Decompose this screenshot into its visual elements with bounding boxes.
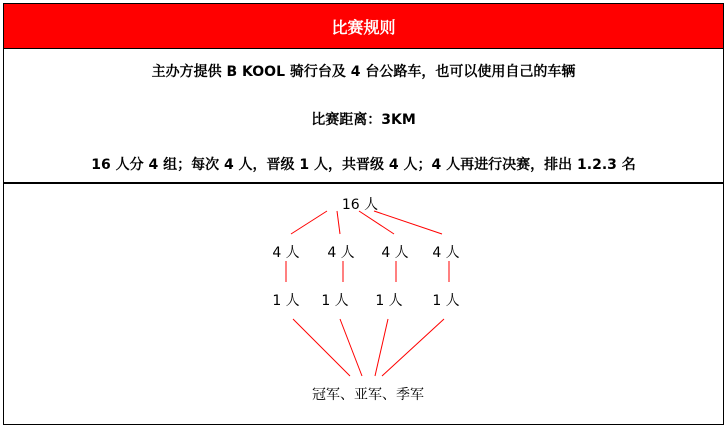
final-node: 冠军、亚军、季军 <box>312 387 424 403</box>
rules-header <box>3 3 724 49</box>
root-node: 16 人 <box>341 197 379 213</box>
advance-node: 1 人 <box>272 293 300 309</box>
line-advance-final-4 <box>382 319 444 376</box>
group-node: 4 人 <box>327 245 355 261</box>
line-root-group-3 <box>359 211 394 234</box>
line-advance-final-3 <box>375 319 388 376</box>
line-root-group-1 <box>291 211 327 234</box>
line-advance-final-1 <box>293 319 350 376</box>
rules-text-panel <box>3 48 724 183</box>
group-node: 4 人 <box>272 245 300 261</box>
tournament-diagram <box>3 183 724 425</box>
rule-distance: 比赛距离：3KM <box>311 112 416 128</box>
line-root-group-4 <box>374 211 442 234</box>
group-node: 4 人 <box>432 245 460 261</box>
rules-title: 比赛规则 <box>331 17 396 37</box>
advance-node: 1 人 <box>321 293 349 309</box>
group-node: 4 人 <box>381 245 409 261</box>
advance-node: 1 人 <box>375 293 403 309</box>
page-frame <box>3 3 724 425</box>
rule-equipment: 主办方提供 B KOOL 骑行台及 4 台公路车，也可以使用自己的车辆 <box>151 64 576 80</box>
line-advance-final-2 <box>340 319 362 376</box>
line-root-group-2 <box>337 211 340 234</box>
rule-format: 16 人分 4 组；每次 4 人，晋级 1 人，共晋级 4 人；4 人再进行决赛，排出 1.2.3 名 <box>91 157 636 173</box>
advance-node: 1 人 <box>432 293 460 309</box>
